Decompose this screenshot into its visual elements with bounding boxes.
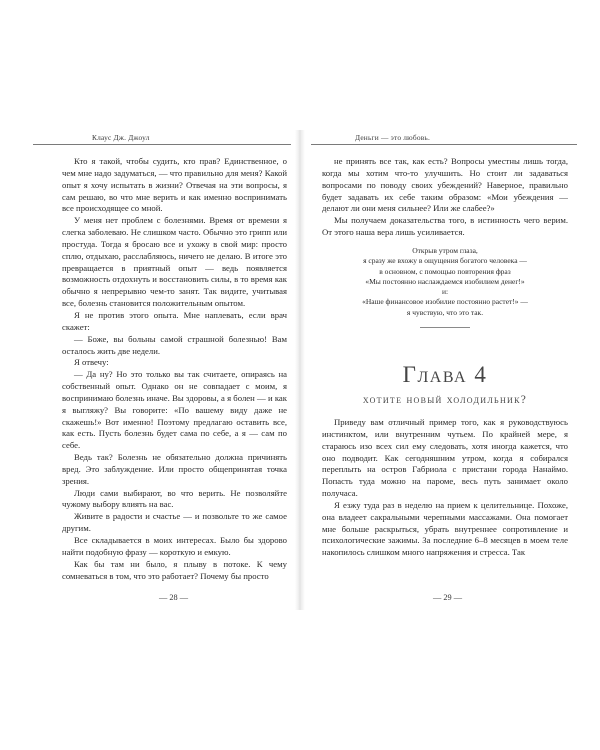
book-gutter [295,130,305,610]
paragraph: Кто я такой, чтобы судить, кто прав? Единственное, о чем мне надо задуматься, — что правильно для меня? Какой опыт я хочу испытать в жизни? Отвечая на эти вопросы, я сам решаю, во что мне верить и как именно воспринимать все происходящее со мной. [62,156,287,214]
epigraph [322,246,568,318]
epigraph-line: Открыв утром глаза, [412,245,478,255]
paragraph: Я не против этого опыта. Мне наплевать, если врач скажет: [62,309,287,332]
epigraph-line: я сразу же вхожу в ощущения богатого человека — [363,256,527,266]
chapter-title: хотите новый холодильник? [362,393,528,406]
header-rule [33,144,291,145]
paragraph: Живите в радости и счастье — и позвольте то же самое другим. [62,511,287,534]
paragraph: — Да ну? Но это только вы так считаете, опираясь на собственный опыт. Однако он не совпадает с моим, я воспринимаю болезнь иначе. Вы здоровы, а я болен — и как я выгляжу? Вы говорите: «По вашему виду даже не скажешь!» Вот именно! Поэтому предлагаю оставить все, как есть. Пусть болезнь будет сама по себе, а я — сам по себе. [62,369,287,451]
running-head: Клаус Дж. Джоул [92,133,150,142]
epigraph-line: «Мы постоянно наслаждаемся изобилием денег!» [365,276,525,286]
paragraph: Люди сами выбирают, во что верить. Не позволяйте чужому выбору влиять на вас. [62,487,287,510]
right-page [308,130,582,610]
epigraph-line: и: [441,287,449,297]
paragraph: Как бы там ни было, я плыву в потоке. К чему сомневаться в том, что это работает? Почему бы просто [62,558,287,581]
header-rule [311,144,577,145]
chapter-number: Глава 4 [402,361,488,387]
page-number: — 29 — [433,593,463,602]
paragraph: У меня нет проблем с болезнями. Время от времени я слегка заболеваю. Не слишком часто. Обычно это грипп или простуда. Тогда я бросаю все и ухожу в свой мир: просто сплю, отдыхаю, расслабляюсь, ничего не делаю. В итоге это превращается в приятный опыт — ведь появляется возможность отдохнуть и восстановить силы, в то время как обычно я непрерывно чем-то занят. Так видите, учитывая все, болезнь становится положительным опытом. [62,215,287,309]
paragraph: Я езжу туда раз в неделю на прием к целительнице. Похоже, она владеет сакральными черепными массажами. Она помогает мне больше раскрыться, убрать внутреннее сопротивление и психологические зажимы. За последние 6–8 месяцев в моем теле накопилось слишком много напряжения и стресса. Так [322,499,568,558]
paragraph: Приведу вам отличный пример того, как я руководствуюсь инстинктом, или внутренним чутьем. По крайней мере, я стараюсь изо всех сил ему следовать, хотя иногда кажется, что оно подводит. Как сегодняшним утром, когда я собирался переплыть на остров Габриола с пристани города Нанаймо. Попасть туда можно на пароме, весь путь занимает около получаса. [322,416,568,499]
paragraph: — Боже, вы больны самой страшной болезнью! Вам осталось жить две недели. [62,333,287,356]
epigraph-line: в основном, с помощью повторения фраз [379,266,511,276]
epigraph-line: «Наше финансовое изобилие постоянно растет!» — [362,297,528,307]
paragraph: Я отвечу: [74,357,109,368]
section-divider [420,327,470,328]
left-page [20,130,296,610]
paragraph: Мы получаем доказательства того, в истинность чего верим. От этого наша вера лишь усиливается. [322,215,568,238]
paragraph: не принять все так, как есть? Вопросы уместны лишь тогда, когда мы хотим что-то улучшить. Но стоит ли задаваться вопросами по поводу своих убеждений? Наверное, правильно будет задавать их себе таким образом: «Мои убеждения — делают ли они меня сильнее? Или же слабее?» [322,156,568,214]
epigraph-line: я чувствую, что это так. [406,307,484,317]
running-head: Деньги — это любовь. [355,133,431,142]
left-page-body [62,156,287,582]
page-number: — 28 — [159,593,189,602]
paragraph: Ведь так? Болезнь не обязательно должна причинять вред. Это заблуждение. Или просто общепринятая точка зрения. [62,452,287,486]
paragraph: Все складывается в моих интересах. Было бы здорово найти подобную фразу — короткую и емкую. [62,535,287,557]
right-page-body [322,156,568,559]
